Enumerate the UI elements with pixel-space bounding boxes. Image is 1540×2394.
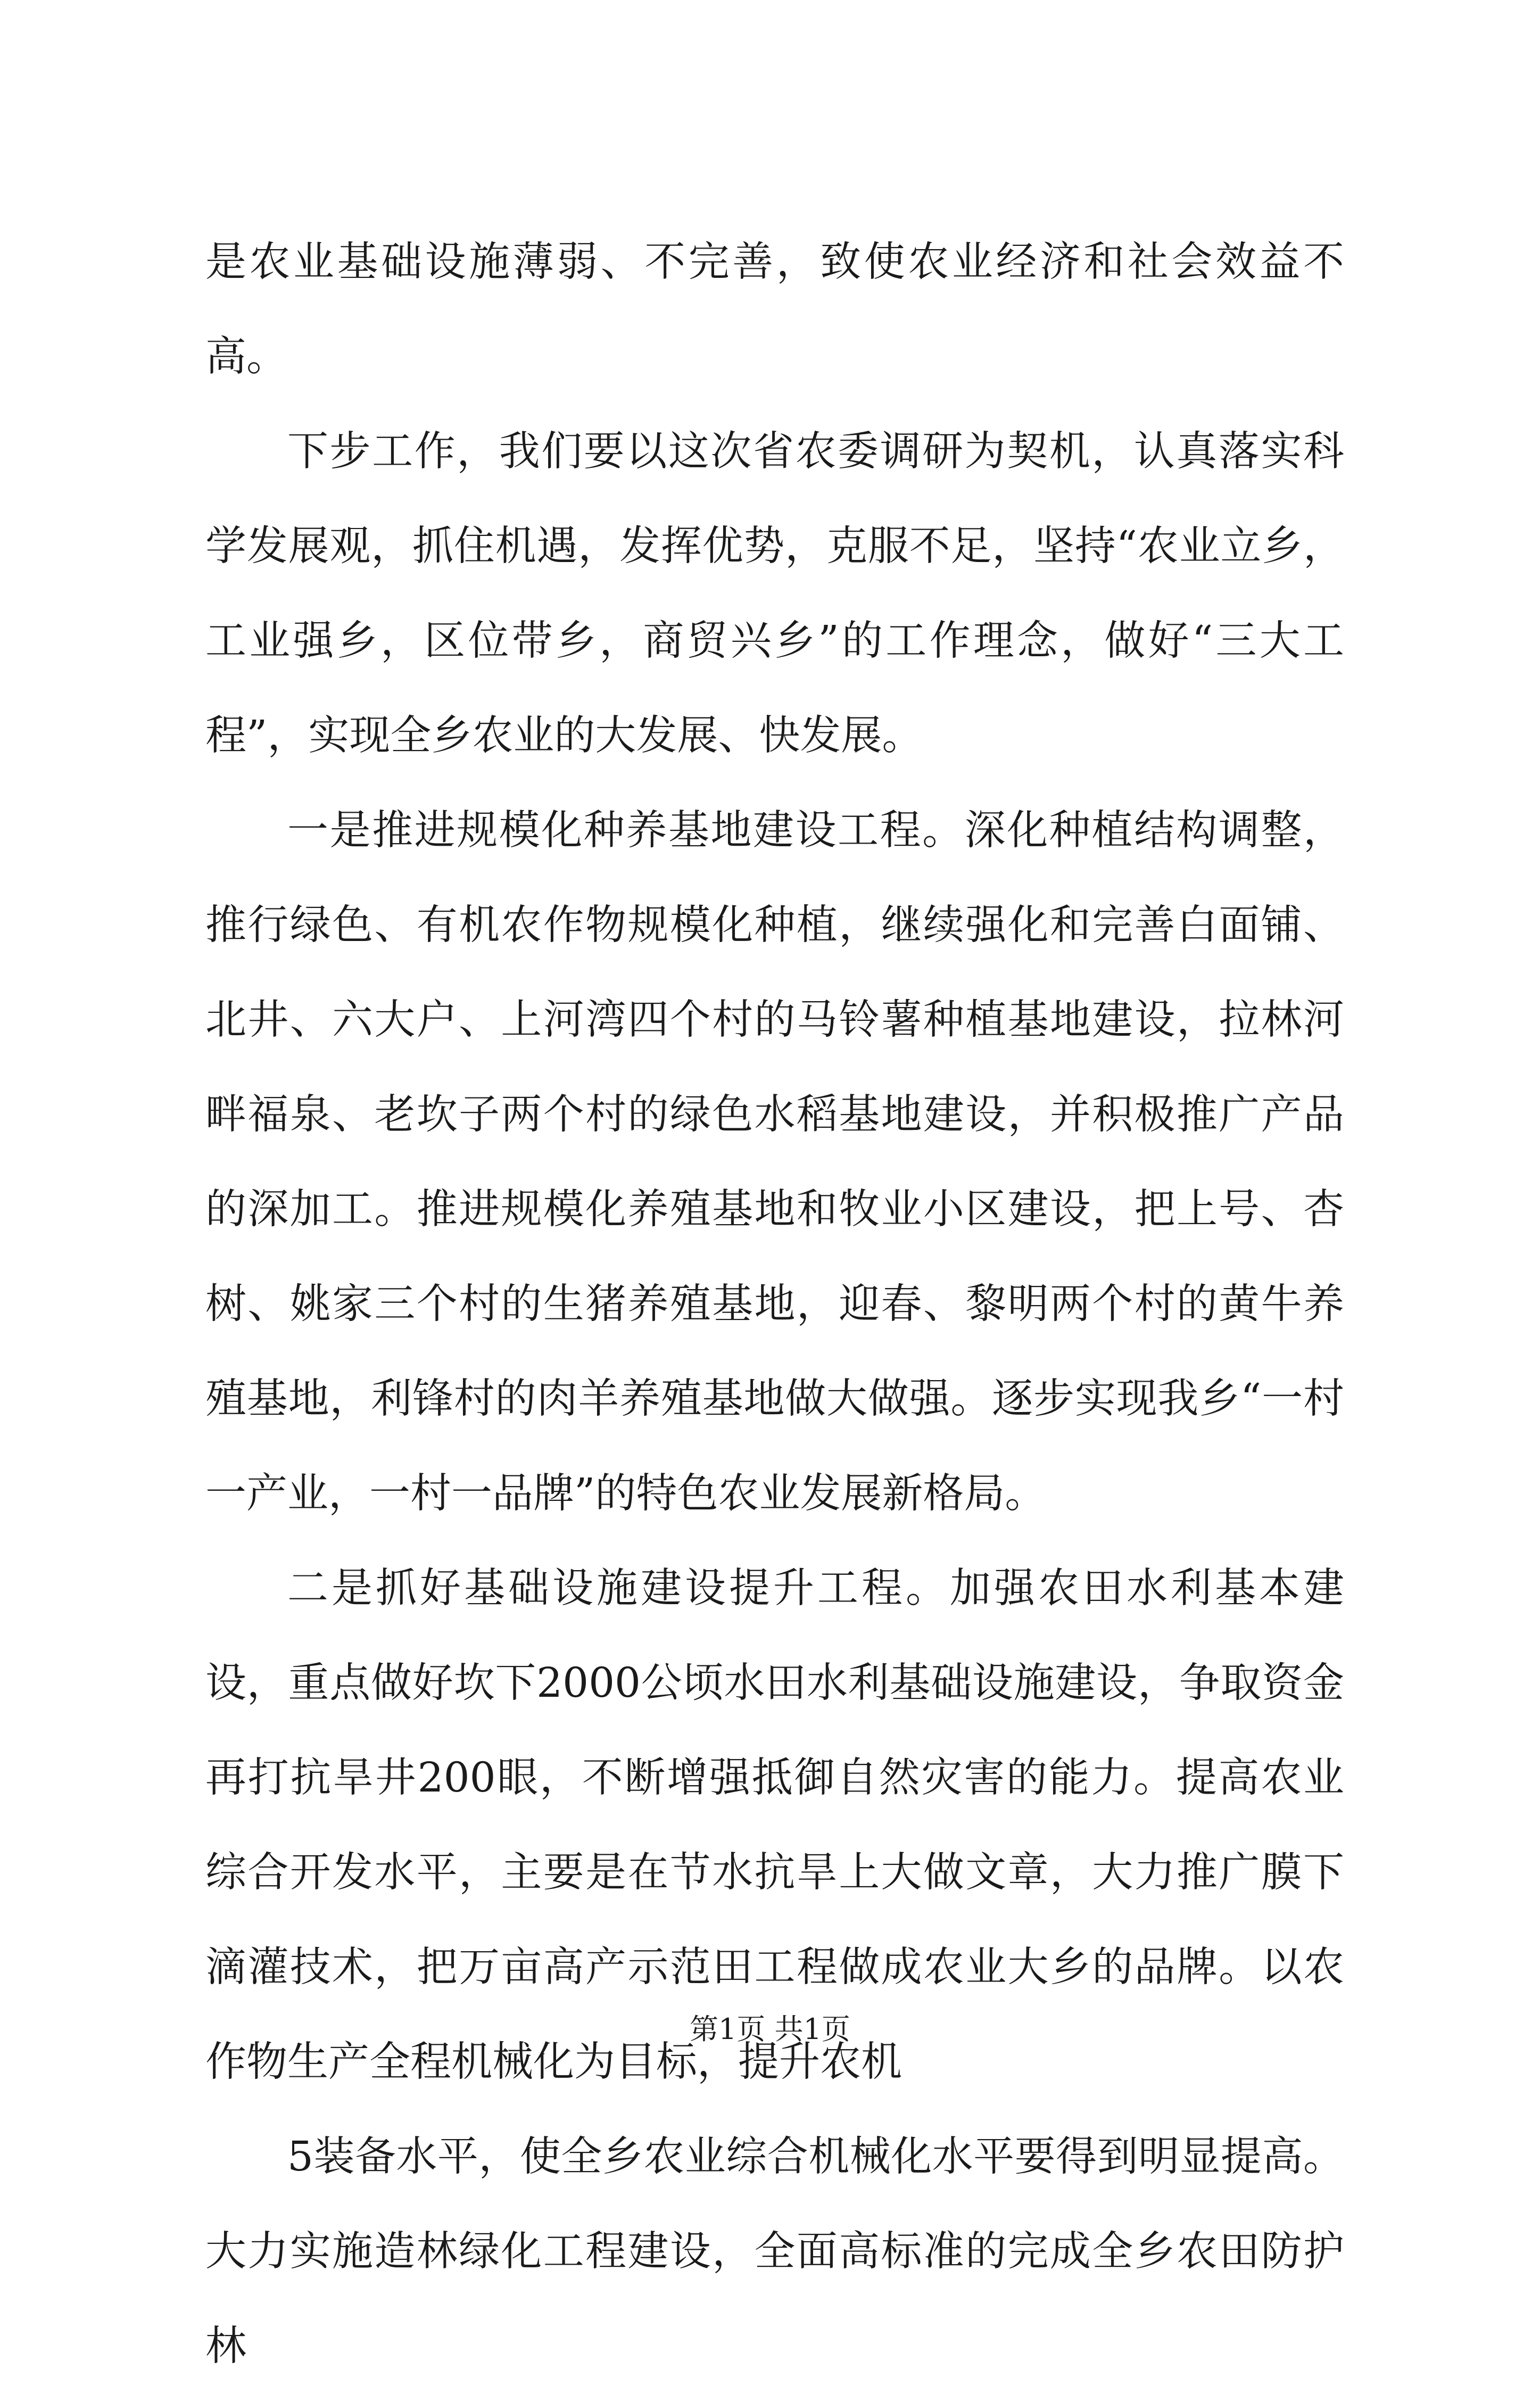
paragraph-project-one: 一是推进规模化种养基地建设工程。深化种植结构调整，推行绿色、有机农作物规模化种植，继续强化和完善白面铺、北井、六大户、上河湾四个村的马铃薯种植基地建设，拉林河畔福泉、老坎子两个村的绿色水稻基地建设，并积极推广产品的深加工。推进规模化养殖基地和牧业小区建设，把上号、杏树、姚家三个村的生猪养殖基地，迎春、黎明两个村的黄牛养殖基地，利锋村的肉羊养殖基地做大做强。逐步实现我乡“一村一产业，一村一品牌”的特色农业发展新格局。: [205, 807, 1344, 1517]
paragraph-project-two: 二是抓好基础设施建设提升工程。加强农田水利基本建设，重点做好坎下2000公顷水田水利基础设施建设，争取资金再打抗旱井200眼，不断增强抵御自然灾害的能力。提高农业综合开发水平，主要是在节水抗旱上大做文章，大力推广膜下滴灌技术，把万亩高产示范田工程做成农业大乡的品牌。以农作物生产全程机械化为目标，提升农机: [205, 1565, 1344, 2086]
paragraph-continued-equipment: 5装备水平，使全乡农业综合机械化水平要得到明显提高。大力实施造林绿化工程建设，全面高标准的完成全乡农田防护林: [205, 2133, 1344, 2370]
page-footer: 第1页 共1页: [690, 2012, 850, 2046]
paragraph-continuation: 是农业基础设施薄弱、不完善，致使农业经济和社会效益不高。: [205, 238, 1344, 381]
document-body: [205, 215, 1344, 2394]
paragraph-next-steps: 下步工作，我们要以这次省农委调研为契机，认真落实科学发展观，抓住机遇，发挥优势，克服不足，坚持“农业立乡，工业强乡，区位带乡，商贸兴乡”的工作理念，做好“三大工程”，实现全乡农业的大发展、快发展。: [205, 428, 1344, 760]
